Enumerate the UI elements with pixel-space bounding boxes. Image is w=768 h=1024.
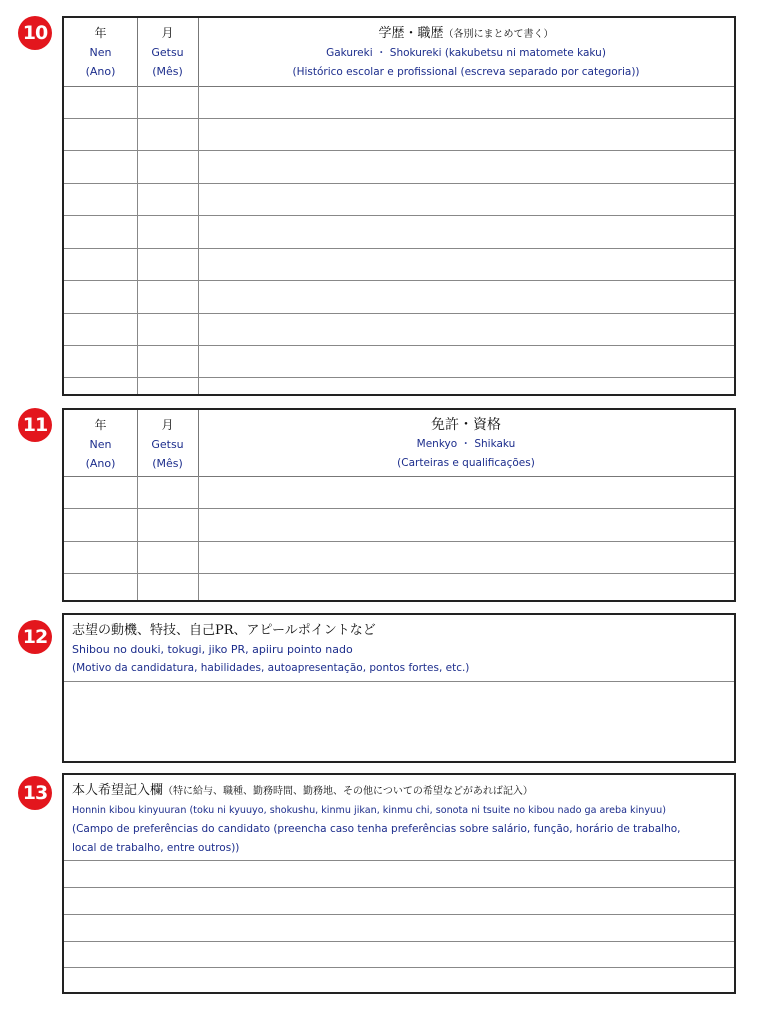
section-11-badge: 11 bbox=[18, 408, 52, 442]
table-row-line bbox=[64, 183, 734, 184]
table-row-line bbox=[64, 313, 734, 314]
licenses-qualifications-table bbox=[62, 408, 736, 602]
licenses-title-jp: 免許・資格 bbox=[431, 417, 501, 433]
writing-line bbox=[64, 887, 734, 888]
table-row-line bbox=[64, 150, 734, 151]
licenses-title-pt: (Carteiras e qualificações) bbox=[397, 457, 535, 469]
year-label-romaji: Nen bbox=[89, 438, 112, 451]
history-title-romaji: Gakureki ・ Shokureki (kakubetsu ni matomete kaku) bbox=[326, 47, 606, 59]
writing-line bbox=[64, 941, 734, 942]
motivation-title-pt: (Motivo da candidatura, habilidades, autoapresentação, pontos fortes, etc.) bbox=[72, 662, 470, 674]
writing-line bbox=[64, 967, 734, 968]
month-header bbox=[137, 410, 199, 476]
year-header bbox=[64, 18, 138, 86]
section-13-badge: 13 bbox=[18, 776, 52, 810]
year-label-pt: (Ano) bbox=[85, 457, 116, 470]
preferences-title-romaji: Honnin kibou kinyuuran (toku ni kyuuyo, shokushu, kinmu jikan, kinmu chi, sonota ni tsuite no kibou nado ga areba kinyuu) bbox=[72, 805, 666, 816]
motivation-title-romaji: Shibou no douki, tokugi, jiko PR, apiiru pointo nado bbox=[72, 643, 353, 656]
candidate-preferences-box bbox=[62, 773, 736, 994]
month-header bbox=[137, 18, 199, 86]
table-row-line bbox=[64, 508, 734, 509]
year-label-jp: 年 bbox=[94, 418, 107, 432]
preferences-title-jp-note: （特に給与、職種、勤務時間、勤務地、その他についての希望などがあれば記入） bbox=[163, 786, 533, 797]
education-work-history-table bbox=[62, 16, 736, 396]
motivation-write-area[interactable] bbox=[64, 682, 734, 761]
preferences-title-pt-line1: (Campo de preferências do candidato (preencha caso tenha preferências sobre salário, função, horário de trabalho, bbox=[72, 823, 681, 835]
history-title-jp-note: （各別にまとめて書く） bbox=[443, 29, 554, 40]
table-row-line bbox=[64, 215, 734, 216]
preferences-title-pt-line2: local de trabalho, entre outros)) bbox=[72, 842, 240, 854]
year-header bbox=[64, 410, 138, 476]
licenses-title-romaji: Menkyo ・ Shikaku bbox=[416, 438, 516, 450]
month-label-romaji: Getsu bbox=[151, 438, 184, 451]
month-label-pt: (Mês) bbox=[152, 457, 183, 470]
month-label-jp: 月 bbox=[161, 26, 174, 40]
history-header bbox=[198, 18, 734, 86]
year-column-divider bbox=[137, 86, 138, 394]
motivation-pr-box bbox=[62, 613, 736, 763]
table-row-line bbox=[64, 248, 734, 249]
preferences-header bbox=[72, 781, 726, 858]
licenses-header bbox=[198, 410, 734, 476]
table-row-line bbox=[64, 573, 734, 574]
year-label-pt: (Ano) bbox=[85, 65, 116, 78]
month-column-divider bbox=[198, 476, 199, 600]
table-header bbox=[64, 18, 734, 87]
month-label-romaji: Getsu bbox=[151, 46, 184, 59]
history-title-jp: 学歴・職歴 bbox=[378, 26, 444, 41]
year-column-divider bbox=[137, 476, 138, 600]
year-label-jp: 年 bbox=[94, 26, 107, 40]
section-10-badge: 10 bbox=[18, 16, 52, 50]
table-row-line bbox=[64, 345, 734, 346]
table-row-line bbox=[64, 118, 734, 119]
table-header bbox=[64, 410, 734, 477]
section-12-badge: 12 bbox=[18, 620, 52, 654]
motivation-title-jp: 志望の動機、特技、自己PR、アピールポイントなど bbox=[72, 623, 376, 638]
month-label-jp: 月 bbox=[161, 418, 174, 432]
month-label-pt: (Mês) bbox=[152, 65, 183, 78]
preferences-title-jp: 本人希望記入欄 bbox=[72, 783, 164, 798]
motivation-header bbox=[72, 621, 726, 678]
table-row-line bbox=[64, 280, 734, 281]
month-column-divider bbox=[198, 86, 199, 394]
header-divider bbox=[64, 860, 734, 861]
writing-line bbox=[64, 914, 734, 915]
history-title-pt: (Histórico escolar e profissional (escreva separado por categoria)) bbox=[292, 66, 640, 78]
table-row-line bbox=[64, 377, 734, 378]
year-label-romaji: Nen bbox=[89, 46, 112, 59]
table-row-line bbox=[64, 541, 734, 542]
